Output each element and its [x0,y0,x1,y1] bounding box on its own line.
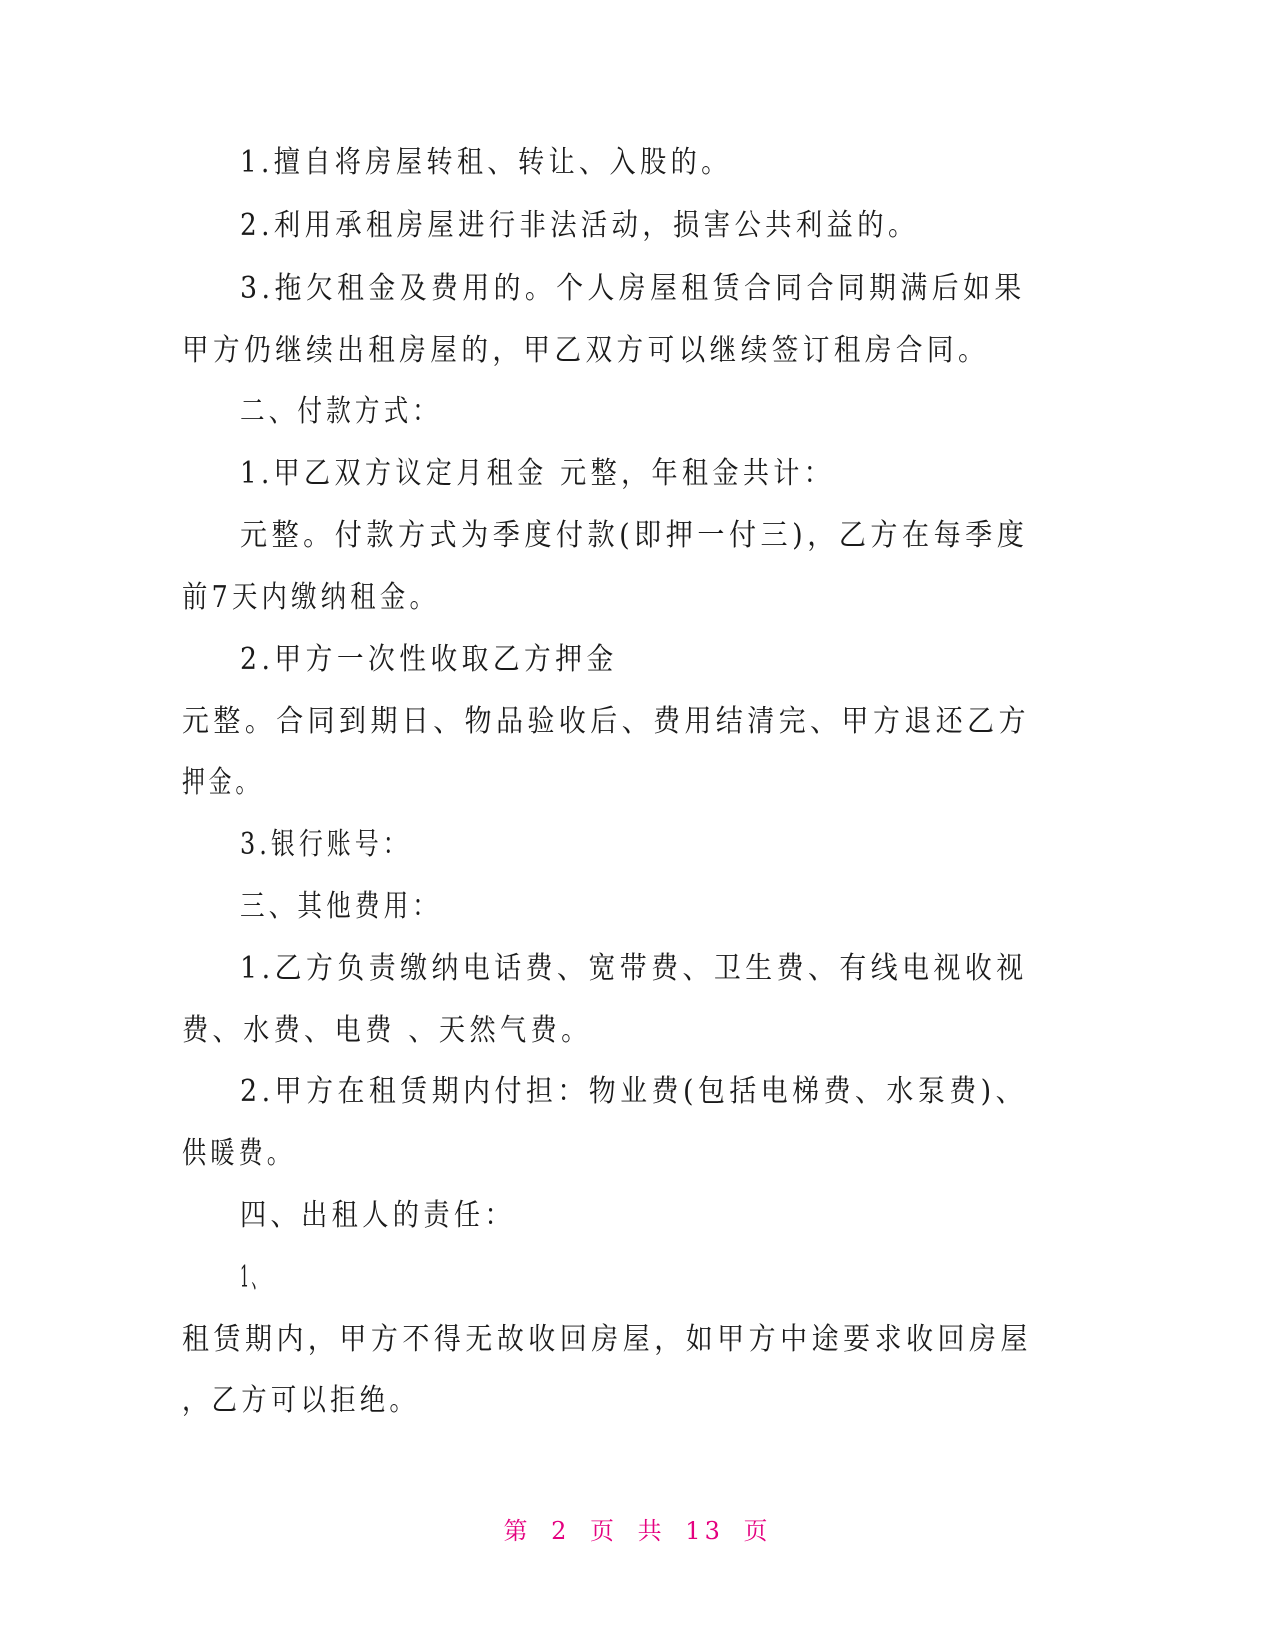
text-line: 1.甲乙双方议定月租金 元整，年租金共计： [240,456,835,491]
text-line: 供暖费。 [182,1136,295,1171]
text-line: 2.甲方一次性收取乙方押金 [240,642,618,677]
text-line: ，乙方可以拒绝。 [182,1383,419,1418]
text-line: 3.拖欠租金及费用的。个人房屋租赁合同合同期满后如果 [240,271,1026,306]
section-heading: 二、付款方式： [240,394,441,429]
section-heading: 三、其他费用： [240,889,441,924]
text-line: 1.乙方负责缴纳电话费、宽带费、卫生费、有线电视收视 [240,951,1028,986]
text-line: 3.银行账号： [240,827,411,862]
text-line: 2.甲方在租赁期内付担：物业费(包括电梯费、水泵费)、 [240,1074,1028,1109]
text-line: 甲方仍继续出租房屋的，甲乙双方可以继续签订租房合同。 [182,333,989,368]
text-line: 费、水费、电费 、天然气费。 [182,1013,592,1048]
text-line: 元整。合同到期日、物品验收后、费用结清完、甲方退还乙方 [182,704,1030,739]
page-number-footer: 第 2 页 共 13 页 [503,1517,772,1545]
text-line: 元整。付款方式为季度付款(即押一付三)，乙方在每季度 [240,518,1029,553]
text-line: 押金。 [182,765,262,800]
text-line: 租赁期内，甲方不得无故收回房屋，如甲方中途要求收回房屋 [182,1322,1032,1357]
text-line: 前7天内缴纳租金。 [182,580,440,615]
section-heading: 四、出租人的责任： [240,1198,515,1233]
text-line: 1、 [240,1260,269,1295]
text-line: 1.擅自将房屋转租、转让、入股的。 [240,145,732,180]
text-line: 2.利用承租房屋进行非法活动，损害公共利益的。 [240,208,919,243]
